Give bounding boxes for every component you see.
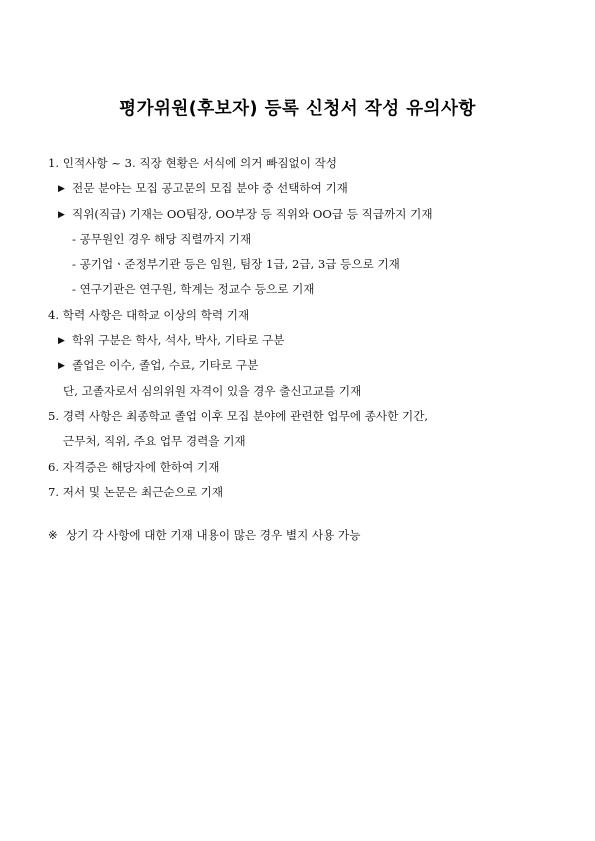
triangle-bullet-icon: ▶ bbox=[58, 209, 65, 220]
spacer bbox=[48, 505, 568, 523]
document-title: 평가위원(후보자) 등록 신청서 작성 유의사항 bbox=[119, 99, 476, 119]
list-subitem-civil-servant: - 공무원인 경우 해당 직렬까지 기재 bbox=[72, 231, 252, 246]
instructions-list bbox=[48, 151, 568, 548]
list-item-7: 7. 저서 및 논문은 최근순으로 기재 bbox=[48, 484, 224, 499]
footnote-text: 상기 각 사항에 대한 기재 내용이 많은 경우 별지 사용 가능 bbox=[66, 528, 361, 543]
list-item-graduation bbox=[48, 353, 568, 378]
list-item-field bbox=[48, 176, 568, 201]
list-item-text: 학위 구분은 학사, 석사, 박사, 기타로 구분 bbox=[72, 333, 285, 348]
list-subitem-research: - 연구기관은 연구원, 학계는 정교수 등으로 기재 bbox=[72, 282, 315, 297]
list-item-degree bbox=[48, 328, 568, 353]
list-item-5: 5. 경력 사항은 최종학교 졸업 이후 모집 분야에 관련한 업무에 종사한 기간, bbox=[48, 408, 429, 423]
list-item-6: 6. 자격증은 해당자에 한하여 기재 bbox=[48, 459, 220, 474]
triangle-bullet-icon: ▶ bbox=[58, 184, 65, 195]
reference-mark-icon: ※ bbox=[48, 528, 58, 543]
triangle-bullet-icon: ▶ bbox=[58, 361, 65, 372]
list-item-exception: 단, 고졸자로서 심의위원 자격이 있을 경우 출신고교를 기재 bbox=[63, 383, 362, 398]
list-item-1-3: 1. 인적사항 ~ 3. 직장 현황은 서식에 의거 빠짐없이 작성 bbox=[48, 156, 337, 170]
list-item-position bbox=[48, 202, 568, 227]
triangle-bullet-icon: ▶ bbox=[58, 336, 65, 347]
list-item-text: 직위(직급) 기재는 OO팀장, OO부장 등 직위와 OO급 등 직급까지 기재 bbox=[72, 206, 433, 221]
list-subitem-public-enterprise: - 공기업ㆍ준정부기관 등은 임원, 팀장 1급, 2급, 3급 등으로 기재 bbox=[72, 257, 400, 272]
list-item-5-continued: 근무처, 직위, 주요 업무 경력을 기재 bbox=[63, 434, 246, 449]
list-item-4: 4. 학력 사항은 대학교 이상의 학력 기재 bbox=[48, 307, 250, 322]
footnote bbox=[48, 523, 568, 548]
list-item-text: 졸업은 이수, 졸업, 수료, 기타로 구분 bbox=[72, 358, 259, 373]
list-item-text: 전문 분야는 모집 공고문의 모집 분야 중 선택하여 기재 bbox=[72, 181, 348, 196]
